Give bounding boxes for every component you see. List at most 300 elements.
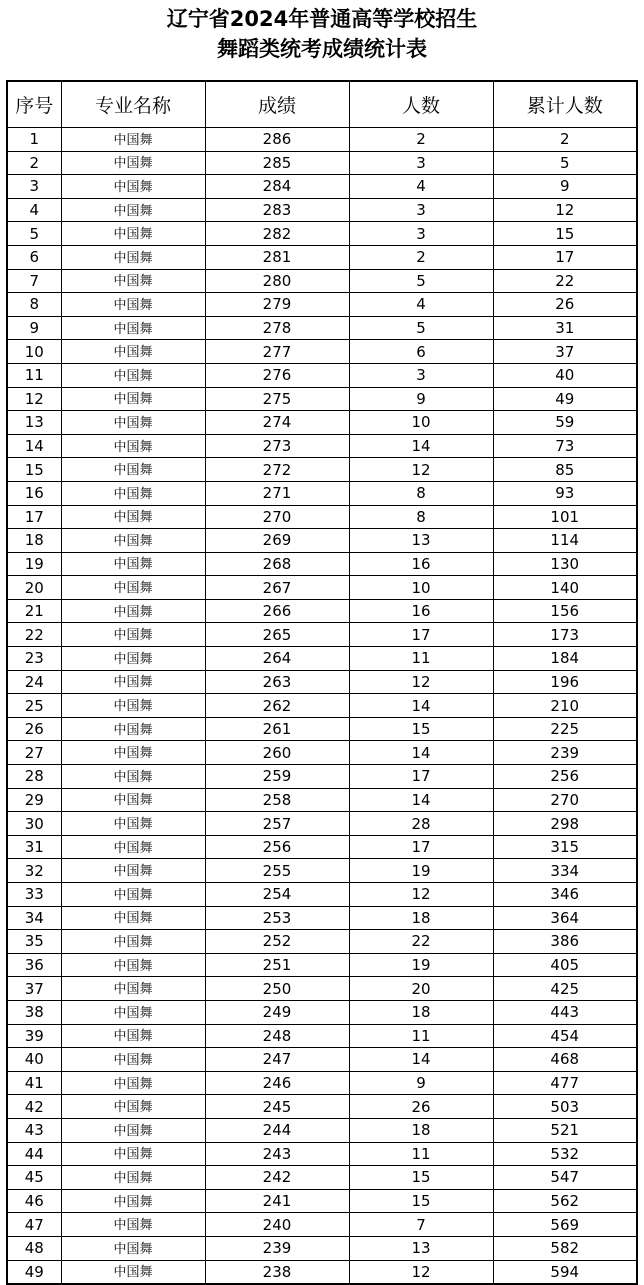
cell-no: 4 xyxy=(7,198,61,222)
cell-score: 281 xyxy=(205,245,349,269)
cell-count: 20 xyxy=(349,977,493,1001)
cell-cumulative: 59 xyxy=(493,411,637,435)
cell-no: 33 xyxy=(7,883,61,907)
table-row xyxy=(7,222,637,246)
cell-score: 276 xyxy=(205,363,349,387)
cell-no: 35 xyxy=(7,930,61,954)
cell-no: 22 xyxy=(7,623,61,647)
cell-count: 16 xyxy=(349,599,493,623)
table-row xyxy=(7,128,637,152)
cell-major: 中国舞 xyxy=(61,859,205,883)
table-row xyxy=(7,175,637,199)
table-row xyxy=(7,1000,637,1024)
table-row xyxy=(7,151,637,175)
cell-cumulative: 532 xyxy=(493,1142,637,1166)
cell-count: 15 xyxy=(349,717,493,741)
table-row xyxy=(7,245,637,269)
cell-no: 2 xyxy=(7,151,61,175)
cell-score: 248 xyxy=(205,1024,349,1048)
cell-no: 43 xyxy=(7,1118,61,1142)
cell-score: 257 xyxy=(205,812,349,836)
cell-major: 中国舞 xyxy=(61,529,205,553)
cell-major: 中国舞 xyxy=(61,835,205,859)
table-row xyxy=(7,1236,637,1260)
cell-no: 19 xyxy=(7,552,61,576)
cell-no: 37 xyxy=(7,977,61,1001)
cell-major: 中国舞 xyxy=(61,222,205,246)
cell-cumulative: 114 xyxy=(493,529,637,553)
cell-score: 283 xyxy=(205,198,349,222)
cell-count: 3 xyxy=(349,151,493,175)
cell-no: 49 xyxy=(7,1260,61,1284)
cell-major: 中国舞 xyxy=(61,977,205,1001)
cell-score: 282 xyxy=(205,222,349,246)
cell-count: 18 xyxy=(349,1118,493,1142)
cell-count: 12 xyxy=(349,458,493,482)
cell-major: 中国舞 xyxy=(61,1071,205,1095)
cell-score: 264 xyxy=(205,647,349,671)
cell-score: 250 xyxy=(205,977,349,1001)
cell-no: 36 xyxy=(7,953,61,977)
cell-no: 23 xyxy=(7,647,61,671)
cell-score: 272 xyxy=(205,458,349,482)
table-row xyxy=(7,1118,637,1142)
cell-score: 255 xyxy=(205,859,349,883)
cell-major: 中国舞 xyxy=(61,340,205,364)
cell-no: 20 xyxy=(7,576,61,600)
cell-cumulative: 468 xyxy=(493,1048,637,1072)
cell-count: 12 xyxy=(349,883,493,907)
cell-count: 22 xyxy=(349,930,493,954)
cell-no: 41 xyxy=(7,1071,61,1095)
cell-score: 280 xyxy=(205,269,349,293)
cell-score: 263 xyxy=(205,670,349,694)
cell-score: 278 xyxy=(205,316,349,340)
cell-score: 245 xyxy=(205,1095,349,1119)
table-row xyxy=(7,505,637,529)
cell-no: 12 xyxy=(7,387,61,411)
cell-no: 45 xyxy=(7,1166,61,1190)
cell-cumulative: 503 xyxy=(493,1095,637,1119)
cell-major: 中国舞 xyxy=(61,812,205,836)
table-row xyxy=(7,906,637,930)
cell-count: 17 xyxy=(349,835,493,859)
cell-no: 47 xyxy=(7,1213,61,1237)
cell-cumulative: 31 xyxy=(493,316,637,340)
cell-count: 2 xyxy=(349,128,493,152)
table-row xyxy=(7,576,637,600)
cell-no: 46 xyxy=(7,1189,61,1213)
cell-score: 267 xyxy=(205,576,349,600)
cell-count: 12 xyxy=(349,1260,493,1284)
cell-score: 268 xyxy=(205,552,349,576)
cell-major: 中国舞 xyxy=(61,765,205,789)
cell-major: 中国舞 xyxy=(61,505,205,529)
cell-major: 中国舞 xyxy=(61,387,205,411)
cell-score: 285 xyxy=(205,151,349,175)
cell-no: 15 xyxy=(7,458,61,482)
cell-cumulative: 40 xyxy=(493,363,637,387)
cell-major: 中国舞 xyxy=(61,1236,205,1260)
table-row xyxy=(7,434,637,458)
cell-score: 260 xyxy=(205,741,349,765)
table-row xyxy=(7,835,637,859)
table-row xyxy=(7,1024,637,1048)
cell-count: 19 xyxy=(349,859,493,883)
cell-cumulative: 210 xyxy=(493,694,637,718)
cell-major: 中国舞 xyxy=(61,293,205,317)
cell-count: 16 xyxy=(349,552,493,576)
table-row xyxy=(7,1213,637,1237)
cell-no: 17 xyxy=(7,505,61,529)
cell-cumulative: 26 xyxy=(493,293,637,317)
cell-cumulative: 225 xyxy=(493,717,637,741)
cell-score: 274 xyxy=(205,411,349,435)
cell-major: 中国舞 xyxy=(61,411,205,435)
table-row xyxy=(7,363,637,387)
cell-cumulative: 364 xyxy=(493,906,637,930)
cell-major: 中国舞 xyxy=(61,151,205,175)
cell-score: 244 xyxy=(205,1118,349,1142)
cell-cumulative: 184 xyxy=(493,647,637,671)
cell-cumulative: 140 xyxy=(493,576,637,600)
table-row xyxy=(7,1095,637,1119)
cell-no: 34 xyxy=(7,906,61,930)
cell-major: 中国舞 xyxy=(61,1118,205,1142)
cell-count: 26 xyxy=(349,1095,493,1119)
cell-no: 16 xyxy=(7,481,61,505)
cell-score: 269 xyxy=(205,529,349,553)
cell-no: 6 xyxy=(7,245,61,269)
cell-no: 7 xyxy=(7,269,61,293)
cell-count: 8 xyxy=(349,481,493,505)
cell-count: 5 xyxy=(349,269,493,293)
cell-score: 275 xyxy=(205,387,349,411)
cell-major: 中国舞 xyxy=(61,481,205,505)
cell-score: 247 xyxy=(205,1048,349,1072)
cell-count: 28 xyxy=(349,812,493,836)
cell-no: 32 xyxy=(7,859,61,883)
cell-cumulative: 477 xyxy=(493,1071,637,1095)
cell-major: 中国舞 xyxy=(61,906,205,930)
table-row xyxy=(7,765,637,789)
table-row xyxy=(7,788,637,812)
cell-score: 240 xyxy=(205,1213,349,1237)
cell-count: 9 xyxy=(349,387,493,411)
cell-no: 39 xyxy=(7,1024,61,1048)
cell-score: 241 xyxy=(205,1189,349,1213)
cell-major: 中国舞 xyxy=(61,953,205,977)
cell-cumulative: 15 xyxy=(493,222,637,246)
column-header-score: 成绩 xyxy=(205,81,349,128)
cell-major: 中国舞 xyxy=(61,1000,205,1024)
cell-no: 38 xyxy=(7,1000,61,1024)
document-title-line2: 舞蹈类统考成绩统计表 xyxy=(217,37,427,61)
table-row xyxy=(7,859,637,883)
cell-major: 中国舞 xyxy=(61,883,205,907)
cell-no: 18 xyxy=(7,529,61,553)
cell-cumulative: 443 xyxy=(493,1000,637,1024)
cell-cumulative: 17 xyxy=(493,245,637,269)
cell-no: 29 xyxy=(7,788,61,812)
cell-count: 14 xyxy=(349,788,493,812)
cell-count: 3 xyxy=(349,222,493,246)
cell-major: 中国舞 xyxy=(61,245,205,269)
cell-no: 13 xyxy=(7,411,61,435)
cell-cumulative: 2 xyxy=(493,128,637,152)
table-row xyxy=(7,694,637,718)
cell-major: 中国舞 xyxy=(61,1166,205,1190)
table-row xyxy=(7,316,637,340)
cell-count: 7 xyxy=(349,1213,493,1237)
cell-cumulative: 73 xyxy=(493,434,637,458)
cell-major: 中国舞 xyxy=(61,717,205,741)
cell-count: 4 xyxy=(349,175,493,199)
cell-count: 15 xyxy=(349,1189,493,1213)
cell-no: 26 xyxy=(7,717,61,741)
cell-count: 4 xyxy=(349,293,493,317)
table-row xyxy=(7,387,637,411)
cell-count: 12 xyxy=(349,670,493,694)
table-row xyxy=(7,1071,637,1095)
cell-no: 24 xyxy=(7,670,61,694)
cell-cumulative: 454 xyxy=(493,1024,637,1048)
cell-count: 8 xyxy=(349,505,493,529)
cell-cumulative: 130 xyxy=(493,552,637,576)
table-row xyxy=(7,481,637,505)
cell-score: 256 xyxy=(205,835,349,859)
column-header-major: 专业名称 xyxy=(61,81,205,128)
cell-major: 中国舞 xyxy=(61,1024,205,1048)
cell-major: 中国舞 xyxy=(61,316,205,340)
cell-count: 15 xyxy=(349,1166,493,1190)
cell-cumulative: 582 xyxy=(493,1236,637,1260)
cell-major: 中国舞 xyxy=(61,576,205,600)
cell-major: 中国舞 xyxy=(61,434,205,458)
table-row xyxy=(7,647,637,671)
cell-score: 286 xyxy=(205,128,349,152)
cell-score: 259 xyxy=(205,765,349,789)
cell-count: 17 xyxy=(349,765,493,789)
cell-count: 10 xyxy=(349,411,493,435)
cell-cumulative: 37 xyxy=(493,340,637,364)
table-row xyxy=(7,340,637,364)
cell-score: 246 xyxy=(205,1071,349,1095)
cell-no: 8 xyxy=(7,293,61,317)
cell-count: 18 xyxy=(349,906,493,930)
cell-score: 239 xyxy=(205,1236,349,1260)
cell-no: 3 xyxy=(7,175,61,199)
cell-count: 5 xyxy=(349,316,493,340)
cell-cumulative: 101 xyxy=(493,505,637,529)
table-row xyxy=(7,1142,637,1166)
cell-cumulative: 93 xyxy=(493,481,637,505)
column-header-cumulative: 累计人数 xyxy=(493,81,637,128)
cell-count: 11 xyxy=(349,647,493,671)
cell-count: 11 xyxy=(349,1024,493,1048)
cell-cumulative: 521 xyxy=(493,1118,637,1142)
table-row xyxy=(7,623,637,647)
cell-count: 14 xyxy=(349,1048,493,1072)
cell-cumulative: 334 xyxy=(493,859,637,883)
cell-count: 3 xyxy=(349,198,493,222)
cell-no: 11 xyxy=(7,363,61,387)
cell-count: 6 xyxy=(349,340,493,364)
cell-cumulative: 196 xyxy=(493,670,637,694)
table-row xyxy=(7,953,637,977)
cell-score: 265 xyxy=(205,623,349,647)
cell-no: 25 xyxy=(7,694,61,718)
table-header-row xyxy=(7,81,637,128)
cell-major: 中国舞 xyxy=(61,1260,205,1284)
cell-count: 2 xyxy=(349,245,493,269)
table-row xyxy=(7,670,637,694)
cell-cumulative: 569 xyxy=(493,1213,637,1237)
table-row xyxy=(7,812,637,836)
cell-count: 14 xyxy=(349,741,493,765)
cell-count: 13 xyxy=(349,1236,493,1260)
cell-count: 19 xyxy=(349,953,493,977)
cell-no: 1 xyxy=(7,128,61,152)
cell-cumulative: 547 xyxy=(493,1166,637,1190)
cell-cumulative: 9 xyxy=(493,175,637,199)
table-row xyxy=(7,930,637,954)
table-body xyxy=(7,128,637,1285)
cell-count: 11 xyxy=(349,1142,493,1166)
table-row xyxy=(7,293,637,317)
cell-no: 5 xyxy=(7,222,61,246)
table-row xyxy=(7,552,637,576)
cell-cumulative: 425 xyxy=(493,977,637,1001)
table-row xyxy=(7,1048,637,1072)
cell-score: 251 xyxy=(205,953,349,977)
cell-no: 14 xyxy=(7,434,61,458)
cell-major: 中国舞 xyxy=(61,269,205,293)
cell-major: 中国舞 xyxy=(61,623,205,647)
cell-cumulative: 173 xyxy=(493,623,637,647)
table-row xyxy=(7,599,637,623)
column-header-no: 序号 xyxy=(7,81,61,128)
cell-major: 中国舞 xyxy=(61,1142,205,1166)
cell-major: 中国舞 xyxy=(61,198,205,222)
cell-score: 258 xyxy=(205,788,349,812)
table-row xyxy=(7,1166,637,1190)
cell-major: 中国舞 xyxy=(61,670,205,694)
cell-count: 17 xyxy=(349,623,493,647)
cell-no: 27 xyxy=(7,741,61,765)
cell-score: 277 xyxy=(205,340,349,364)
cell-cumulative: 12 xyxy=(493,198,637,222)
cell-no: 10 xyxy=(7,340,61,364)
cell-cumulative: 562 xyxy=(493,1189,637,1213)
cell-score: 242 xyxy=(205,1166,349,1190)
cell-major: 中国舞 xyxy=(61,458,205,482)
cell-cumulative: 85 xyxy=(493,458,637,482)
cell-cumulative: 594 xyxy=(493,1260,637,1284)
table-row xyxy=(7,883,637,907)
cell-major: 中国舞 xyxy=(61,175,205,199)
cell-count: 10 xyxy=(349,576,493,600)
cell-cumulative: 22 xyxy=(493,269,637,293)
cell-no: 28 xyxy=(7,765,61,789)
cell-major: 中国舞 xyxy=(61,1189,205,1213)
cell-score: 253 xyxy=(205,906,349,930)
cell-score: 262 xyxy=(205,694,349,718)
document-title-line1: 辽宁省2024年普通高等学校招生 xyxy=(166,7,478,31)
cell-score: 261 xyxy=(205,717,349,741)
table-row xyxy=(7,458,637,482)
table-row xyxy=(7,717,637,741)
cell-major: 中国舞 xyxy=(61,1213,205,1237)
cell-cumulative: 49 xyxy=(493,387,637,411)
cell-count: 3 xyxy=(349,363,493,387)
cell-count: 14 xyxy=(349,694,493,718)
table-row xyxy=(7,529,637,553)
cell-cumulative: 298 xyxy=(493,812,637,836)
cell-score: 273 xyxy=(205,434,349,458)
cell-score: 252 xyxy=(205,930,349,954)
cell-cumulative: 315 xyxy=(493,835,637,859)
cell-major: 中国舞 xyxy=(61,741,205,765)
cell-score: 243 xyxy=(205,1142,349,1166)
table-row xyxy=(7,1189,637,1213)
cell-major: 中国舞 xyxy=(61,363,205,387)
cell-count: 13 xyxy=(349,529,493,553)
cell-major: 中国舞 xyxy=(61,647,205,671)
cell-score: 271 xyxy=(205,481,349,505)
cell-score: 254 xyxy=(205,883,349,907)
cell-cumulative: 239 xyxy=(493,741,637,765)
table-row xyxy=(7,269,637,293)
cell-major: 中国舞 xyxy=(61,694,205,718)
cell-major: 中国舞 xyxy=(61,788,205,812)
cell-count: 9 xyxy=(349,1071,493,1095)
cell-score: 238 xyxy=(205,1260,349,1284)
cell-score: 266 xyxy=(205,599,349,623)
cell-score: 249 xyxy=(205,1000,349,1024)
cell-score: 270 xyxy=(205,505,349,529)
cell-major: 中国舞 xyxy=(61,1048,205,1072)
table-row xyxy=(7,411,637,435)
cell-count: 18 xyxy=(349,1000,493,1024)
cell-count: 14 xyxy=(349,434,493,458)
cell-cumulative: 256 xyxy=(493,765,637,789)
table-row xyxy=(7,741,637,765)
cell-cumulative: 5 xyxy=(493,151,637,175)
cell-cumulative: 386 xyxy=(493,930,637,954)
cell-score: 279 xyxy=(205,293,349,317)
cell-major: 中国舞 xyxy=(61,930,205,954)
column-header-count: 人数 xyxy=(349,81,493,128)
cell-major: 中国舞 xyxy=(61,128,205,152)
cell-no: 44 xyxy=(7,1142,61,1166)
table-row xyxy=(7,198,637,222)
cell-major: 中国舞 xyxy=(61,1095,205,1119)
cell-no: 31 xyxy=(7,835,61,859)
cell-score: 284 xyxy=(205,175,349,199)
cell-no: 48 xyxy=(7,1236,61,1260)
cell-no: 21 xyxy=(7,599,61,623)
cell-no: 30 xyxy=(7,812,61,836)
table-row xyxy=(7,1260,637,1284)
cell-cumulative: 156 xyxy=(493,599,637,623)
cell-no: 9 xyxy=(7,316,61,340)
cell-major: 中国舞 xyxy=(61,552,205,576)
table-row xyxy=(7,977,637,1001)
cell-major: 中国舞 xyxy=(61,599,205,623)
cell-no: 40 xyxy=(7,1048,61,1072)
cell-cumulative: 270 xyxy=(493,788,637,812)
